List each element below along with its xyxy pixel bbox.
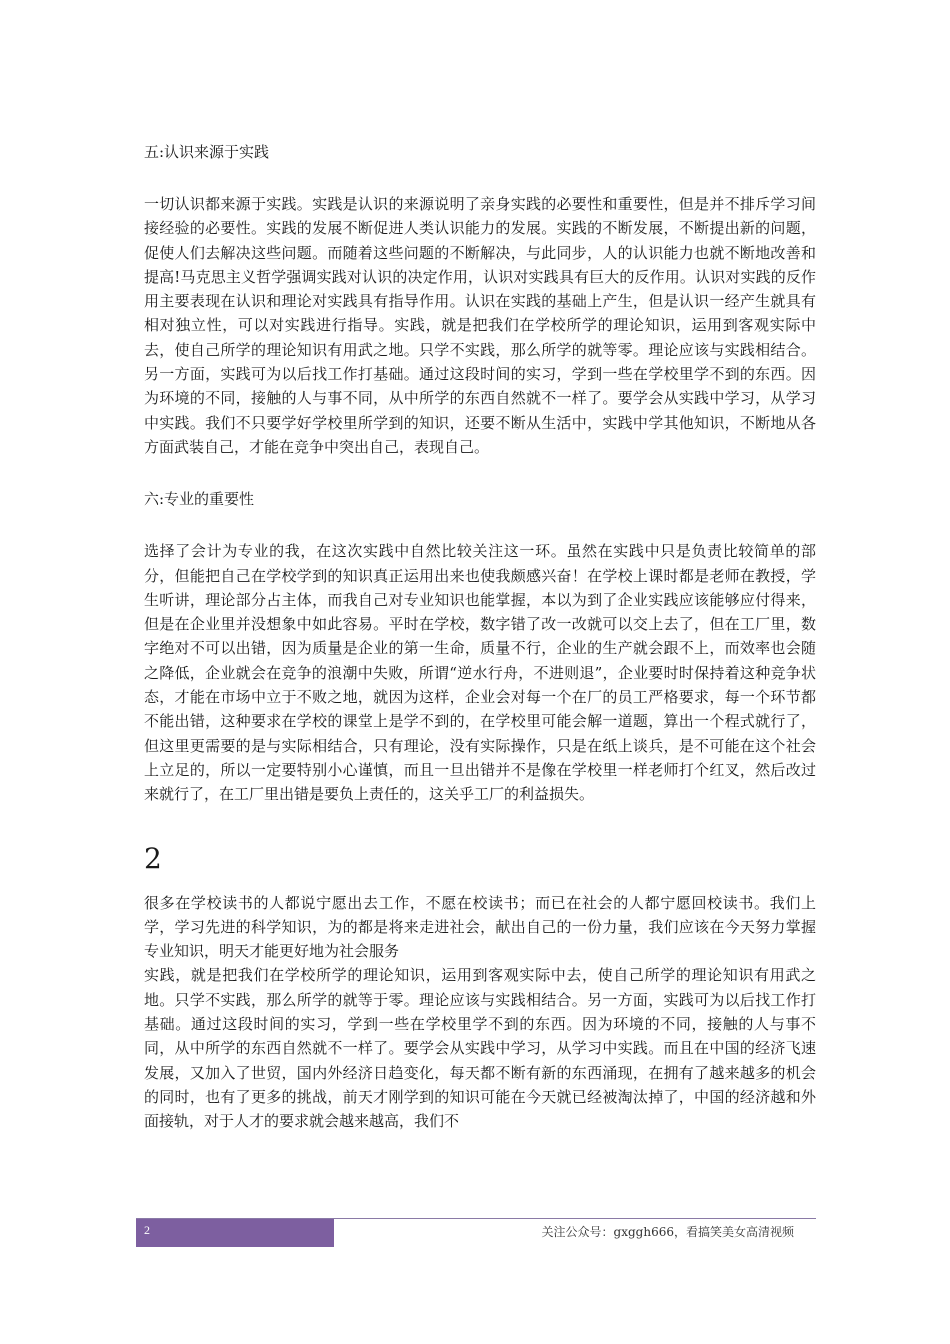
section-6-heading: 六:专业的重要性 (144, 490, 255, 509)
page-footer (136, 1218, 816, 1247)
footer-text: 关注公众号：gxggh666，看搞笑美女高清视频 (541, 1225, 794, 1239)
footer-color-bar (136, 1219, 334, 1247)
page-content (144, 140, 816, 1134)
part-number: 2 (144, 841, 162, 875)
section-5-heading: 五:认识来源于实践 (144, 143, 270, 161)
section-6-body: 选择了会计为专业的我，在这次实践中自然比较关注这一环。虽然在实践中只是负责比较简单的部分，但能把自己在学校学到的知识真正运用出来也使我颇感兴奋！在学校上课时都是老师在教授，学生听讲，理论部分占主体，而我自己对专业知识也能掌握，本以为到了企业实践应该能够应付得来，但是在企业里并没想象中如此容易。平时在学校，数字错了改一改就可以交上去了，但在工厂里，数字绝对不可以出错，因为质量是企业的第一生命，质量不行，企业的生产就会跟不上，而效率也会随之降低，企业就会在竞争的浪潮中失败，所谓“逆水行舟，不进则退”，企业要时时保持着这种竞争状态，才能在市场中立于不败之地，就因为这样，企业会对每一个在厂的员工严格要求，每一个环节都不能出错，这种要求在学校的课堂上是学不到的，在学校里可能会解一道题，算出一个程式就行了，但这里更需要的是与实际相结合，只有理论，没有实际操作，只是在纸上谈兵，是不可能在这个社会上立足的，所以一定要特别小心谨慎，而且一旦出错并不是像在学校里一样老师打个红叉，然后改过来就行了，在工厂里出错是要负上责任的，这关乎工厂的利益损失。 (144, 542, 816, 804)
part-2-paragraph-1: 很多在学校读书的人都说宁愿出去工作，不愿在校读书；而已在社会的人都宁愿回校读书。我们上学，学习先进的科学知识，为的都是将来走进社会，献出自己的一份力量，我们应该在今天努力掌握专业知识，明天才能更好地为社会服务 (144, 893, 816, 961)
section-5-body: 一切认识都来源于实践。实践是认识的来源说明了亲身实践的必要性和重要性，但是并不排斥学习间接经验的必要性。实践的发展不断促进人类认识能力的发展。实践的不断发展，不断提出新的问题，促使人们去解决这些问题。而随着这些问题的不断解决，与此同步，人的认识能力也就不断地改善和提高!马克思主义哲学强调实践对认识的决定作用，认识对实践具有巨大的反作用。认识对实践的反作用主要表现在认识和理论对实践具有指导作用。认识在实践的基础上产生，但是认识一经产生就具有相对独立性，可以对实践进行指导。实践，就是把我们在学校所学的理论知识，运用到客观实际中去，使自己所学的理论知识有用武之地。只学不实践，那么所学的就等零。理论应该与实践相结合。另一方面，实践可为以后找工作打基础。通过这段时间的实习，学到一些在学校里学不到的东西。因为环境的不同，接触的人与事不同，从中所学的东西自然就不一样了。要学会从实践中学习，从学习中实践。我们不只要学好学校里所学到的知识，还要不断从生活中，实践中学其他知识，不断地从各方面武装自己，才能在竞争中突出自己，表现自己。 (144, 195, 816, 456)
part-2-paragraph-2: 实践，就是把我们在学校所学的理论知识，运用到客观实际中去，使自己所学的理论知识有用武之地。只学不实践，那么所学的就等于零。理论应该与实践相结合。另一方面，实践可为以后找工作打基础。通过这段时间的实习，学到一些在学校里学不到的东西。因为环境的不同，接触的人与事不同，从中所学的东西自然就不一样了。要学会从实践中学习，从学习中实践。而且在中国的经济飞速发展，又加入了世贸，国内外经济日趋变化，每天都不断有新的东西涌现，在拥有了越来越多的机会的同时，也有了更多的挑战，前天才刚学到的知识可能在今天就已经被淘汰掉了，中国的经济越和外面接轨，对于人才的要求就会越来越高，我们不 (144, 966, 816, 1131)
footer-page-number: 2 (144, 1223, 150, 1237)
